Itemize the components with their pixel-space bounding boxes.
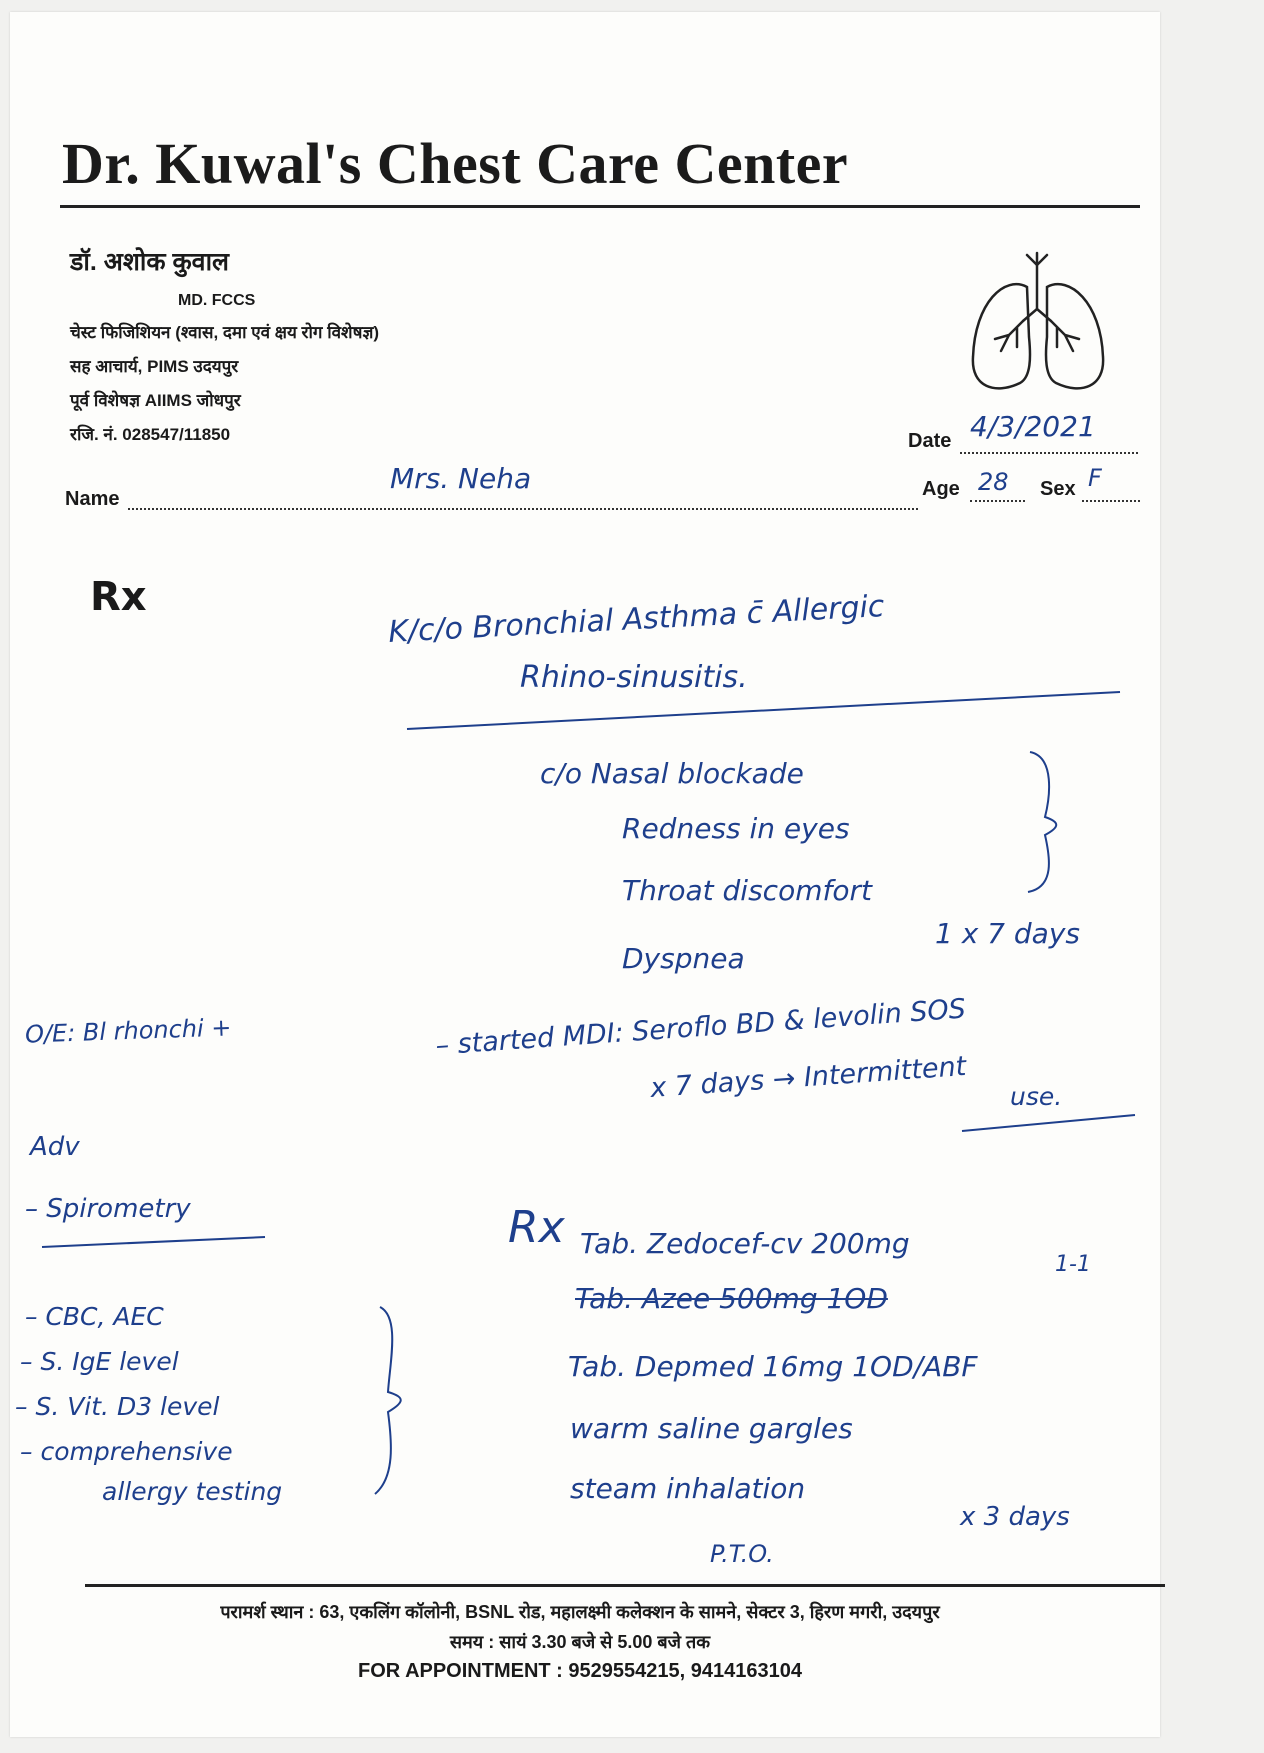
doctor-degree: MD. FCCS [178, 292, 256, 309]
history-underline [960, 1107, 1140, 1137]
advice-item-6: allergy testing [102, 1477, 283, 1506]
complaint-3: Throat discomfort [622, 874, 872, 907]
complaint-1: c/o Nasal blockade [540, 757, 804, 790]
advice-title: Adv [30, 1132, 80, 1162]
doctor-position: सह आचार्य, PIMS उदयपुर [70, 357, 239, 376]
rx-item-2: Tab. Azee 500mg 1OD [575, 1282, 888, 1315]
registration-number: रजि. नं. 028547/11850 [70, 425, 231, 444]
age-line [970, 500, 1025, 502]
rx-item-4: warm saline gargles [570, 1412, 853, 1445]
rx-duration: x 3 days [960, 1502, 1070, 1532]
diagnosis-line-2: Rhino-sinusitis. [520, 660, 748, 695]
patient-age[interactable]: 28 [978, 468, 1009, 496]
name-line [128, 508, 918, 510]
doctor-former-post: पूर्व विशेषज्ञ AIIMS जोधपुर [70, 391, 241, 410]
advice-item-5: – comprehensive [20, 1437, 233, 1466]
patient-sex[interactable]: F [1088, 464, 1102, 492]
advice-item-2: – CBC, AEC [25, 1302, 164, 1331]
rx-item-5: steam inhalation [570, 1472, 806, 1505]
pto-note: P.T.O. [710, 1540, 774, 1568]
advice-underline [40, 1232, 270, 1252]
advice-brace [370, 1302, 420, 1502]
prescription-sheet [10, 12, 1160, 1737]
complaint-4: Dyspnea [622, 942, 745, 975]
rx-handwritten-symbol: Rx [508, 1202, 565, 1253]
history-line-3: use. [1010, 1082, 1063, 1111]
header-divider [60, 205, 1140, 208]
complaints-brace [1020, 747, 1070, 897]
footer-timing: समय : सायं 3.30 बजे से 5.00 बजे तक [449, 1632, 711, 1652]
rx-item-3: Tab. Depmed 16mg 1OD/ABF [568, 1350, 978, 1383]
rx-symbol: Rx [90, 574, 147, 620]
name-label: Name [65, 488, 120, 510]
examination-note: O/E: Bl rhonchi + [24, 1013, 232, 1049]
patient-name[interactable]: Mrs. Neha [390, 462, 532, 495]
advice-item-4: – S. Vit. D3 level [15, 1392, 220, 1421]
footer-appointment: FOR APPOINTMENT : 9529554215, 9414163104 [358, 1660, 802, 1682]
sex-label: Sex [1040, 478, 1076, 500]
complaint-duration: 1 x 7 days [935, 917, 1080, 950]
advice-item-1: – Spirometry [25, 1194, 191, 1224]
footer-address: परामर्श स्थान : 63, एकलिंग कॉलोनी, BSNL रोड, महालक्ष्मी कलेक्शन के सामने, सेक्टर 3, हिरण मगरी, उदयपुर [220, 1602, 940, 1622]
age-label: Age [922, 478, 960, 500]
advice-item-3: – S. IgE level [20, 1347, 179, 1376]
date-value[interactable]: 4/3/2021 [970, 410, 1096, 443]
date-line [960, 452, 1138, 454]
rx-item-1-dose: 1-1 [1055, 1252, 1091, 1277]
sex-line [1082, 500, 1140, 502]
diagnosis-underline [405, 684, 1125, 734]
lungs-logo-icon [965, 247, 1115, 412]
history-line-2: x 7 days → Intermittent [649, 1050, 968, 1105]
clinic-title: Dr. Kuwal's Chest Care Center [62, 131, 849, 196]
doctor-specialty: चेस्ट फिजिशियन (श्वास, दमा एवं क्षय रोग विशेषज्ञ) [70, 323, 380, 342]
complaint-2: Redness in eyes [622, 812, 850, 845]
diagnosis-line-1: K/c/o Bronchial Asthma c̄ Allergic [387, 589, 886, 650]
history-line-1: – started MDI: Seroflo BD & levolin SOS [434, 993, 967, 1062]
date-label: Date [908, 430, 952, 452]
rx-item-1: Tab. Zedocef-cv 200mg [580, 1227, 910, 1260]
footer-divider [85, 1584, 1165, 1587]
doctor-name: डॉ. अशोक कुवाल [70, 248, 229, 276]
